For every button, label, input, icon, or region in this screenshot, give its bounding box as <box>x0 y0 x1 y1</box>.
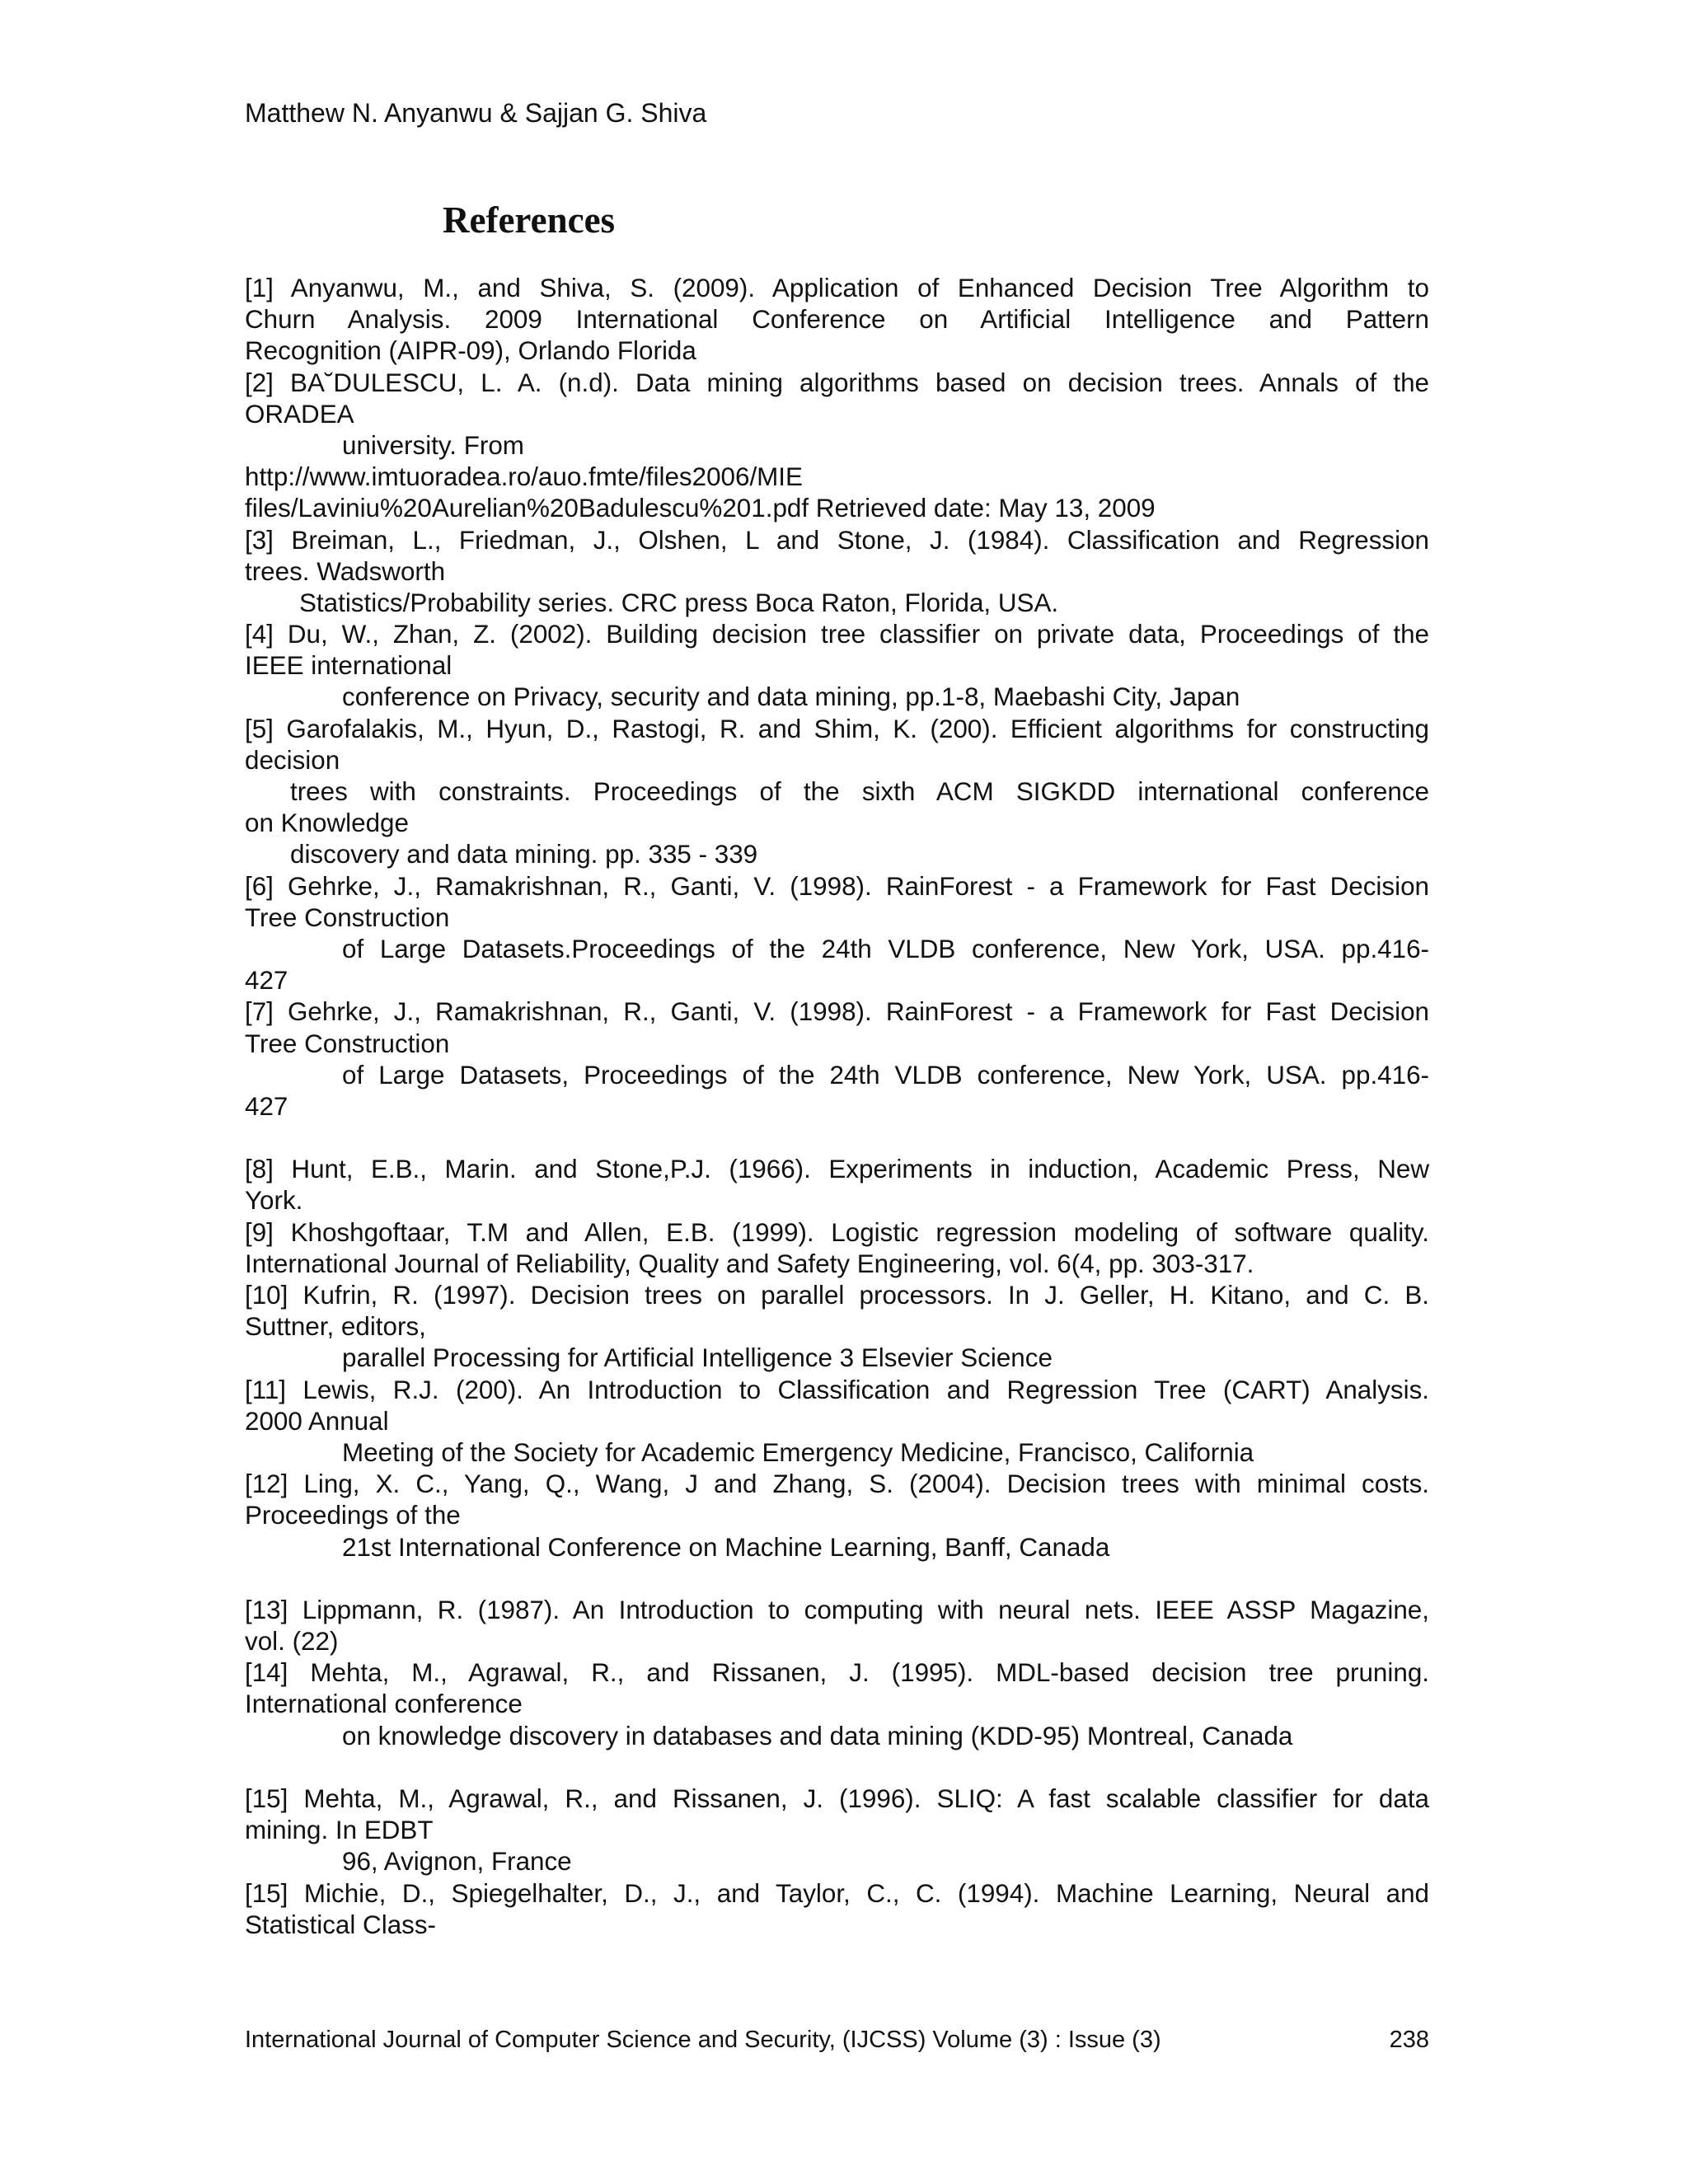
reference-line: of Large Datasets, Proceedings of the 24th VLDB conference, New York, USA. pp.416- <box>342 1060 1429 1090</box>
reference-line: [6] Gehrke, J., Ramakrishnan, R., Ganti, V. (1998). RainForest - a Framework for Fast Decision <box>245 871 1429 901</box>
blank-line <box>245 1122 1429 1154</box>
reference-line: [4] Du, W., Zhan, Z. (2002). Building decision tree classifier on private data, Proceedings of the <box>245 620 1429 649</box>
reference-line: [15] Mehta, M., Agrawal, R., and Rissanen, J. (1996). SLIQ: A fast scalable classifier for data <box>245 1784 1429 1813</box>
reference-line: [5] Garofalakis, M., Hyun, D., Rastogi, R. and Shim, K. (200). Efficient algorithms for constructing <box>245 714 1429 743</box>
reference-line: International Journal of Reliability, Quality and Safety Engineering, vol. 6(4, pp. 303-317. <box>245 1249 1254 1278</box>
reference-line: 427 <box>245 966 288 996</box>
reference-line: Churn Analysis. 2009 International Conference on Artificial Intelligence and Pattern <box>245 305 1429 335</box>
reference-line: Statistics/Probability series. CRC press Boca Raton, Florida, USA. <box>299 588 1059 617</box>
reference-line: of Large Datasets.Proceedings of the 24th VLDB conference, New York, USA. pp.416- <box>342 934 1429 963</box>
reference-line: Tree Construction <box>245 902 450 932</box>
reference-line: [12] Ling, X. C., Yang, Q., Wang, J and Zhang, S. (2004). Decision trees with minimal costs. <box>245 1469 1429 1499</box>
reference-line: Tree Construction <box>245 1029 450 1058</box>
reference-line: [8] Hunt, E.B., Marin. and Stone,P.J. (1966). Experiments in induction, Academic Press, New <box>245 1155 1429 1184</box>
reference-line: [11] Lewis, R.J. (200). An Introduction to Classification and Regression Tree (CART) Analysis. <box>245 1375 1429 1404</box>
reference-line: Proceedings of the <box>245 1501 461 1530</box>
reference-line: 427 <box>245 1091 288 1121</box>
reference-line: York. <box>245 1186 303 1216</box>
reference-line: decision <box>245 745 340 775</box>
reference-line: university. From <box>342 430 524 460</box>
reference-line: 2000 Annual <box>245 1406 389 1436</box>
footer-journal-name: International Journal of Computer Science and Security, (IJCSS) Volume (3) : Issue (3) <box>245 2027 1161 2053</box>
reference-line: IEEE international <box>245 651 452 681</box>
blank-line <box>245 1752 1429 1783</box>
reference-line: [3] Breiman, L., Friedman, J., Olshen, L and Stone, J. (1984). Classification and Regression <box>245 525 1429 555</box>
reference-line: trees. Wadsworth <box>245 556 446 586</box>
reference-line: Meeting of the Society for Academic Emergency Medicine, Francisco, California <box>342 1437 1254 1467</box>
reference-line: http://www.imtuoradea.ro/auo.fmte/files2006/MIE <box>245 462 803 492</box>
running-header-authors: Matthew N. Anyanwu & Sajjan G. Shiva <box>245 98 707 128</box>
reference-line: Suttner, editors, <box>245 1312 426 1342</box>
reference-line: vol. (22) <box>245 1627 339 1657</box>
reference-line: files/Laviniu%20Aurelian%20Badulescu%201.pdf Retrieved date: May 13, 2009 <box>245 494 1156 523</box>
reference-line: [7] Gehrke, J., Ramakrishnan, R., Ganti, V. (1998). RainForest - a Framework for Fast Decision <box>245 997 1429 1027</box>
reference-line: Statistical Class- <box>245 1910 436 1939</box>
reference-line: on knowledge discovery in databases and data mining (KDD-95) Montreal, Canada <box>342 1721 1293 1750</box>
reference-line: [14] Mehta, M., Agrawal, R., and Rissanen, J. (1995). MDL-based decision tree pruning. <box>245 1658 1429 1688</box>
reference-line: [9] Khoshgoftaar, T.M and Allen, E.B. (1999). Logistic regression modeling of software quality. <box>245 1217 1429 1247</box>
reference-line: [10] Kufrin, R. (1997). Decision trees on parallel processors. In J. Geller, H. Kitano, and C. B. <box>245 1281 1429 1310</box>
reference-line: [13] Lippmann, R. (1987). An Introduction to computing with neural nets. IEEE ASSP Magazine, <box>245 1595 1429 1624</box>
section-title: References <box>443 199 616 241</box>
reference-line: [2] BA˘DULESCU, L. A. (n.d). Data mining algorithms based on decision trees. Annals of the <box>245 368 1429 397</box>
reference-line: conference on Privacy, security and data mining, pp.1-8, Maebashi City, Japan <box>342 682 1240 712</box>
reference-line: ORADEA <box>245 399 354 429</box>
reference-line: discovery and data mining. pp. 335 - 339 <box>290 840 758 869</box>
reference-line: trees with constraints. Proceedings of the sixth ACM SIGKDD international conference <box>290 777 1429 806</box>
reference-line: [15] Michie, D., Spiegelhalter, D., J., and Taylor, C., C. (1994). Machine Learning, Neural and <box>245 1878 1429 1908</box>
reference-line: 21st International Conference on Machine Learning, Banff, Canada <box>342 1532 1110 1562</box>
page-number: 238 <box>1389 2027 1429 2053</box>
blank-line <box>245 1563 1429 1595</box>
reference-line: International conference <box>245 1690 523 1719</box>
reference-line: [1] Anyanwu, M., and Shiva, S. (2009). Application of Enhanced Decision Tree Algorithm to <box>245 274 1429 302</box>
reference-line: 96, Avignon, France <box>342 1847 572 1877</box>
reference-line: on Knowledge <box>245 808 409 838</box>
reference-line: parallel Processing for Artificial Intelligence 3 Elsevier Science <box>342 1343 1053 1373</box>
reference-line: Recognition (AIPR-09), Orlando Florida <box>245 336 696 366</box>
reference-line: mining. In EDBT <box>245 1816 434 1845</box>
reference-list <box>245 273 1429 1941</box>
